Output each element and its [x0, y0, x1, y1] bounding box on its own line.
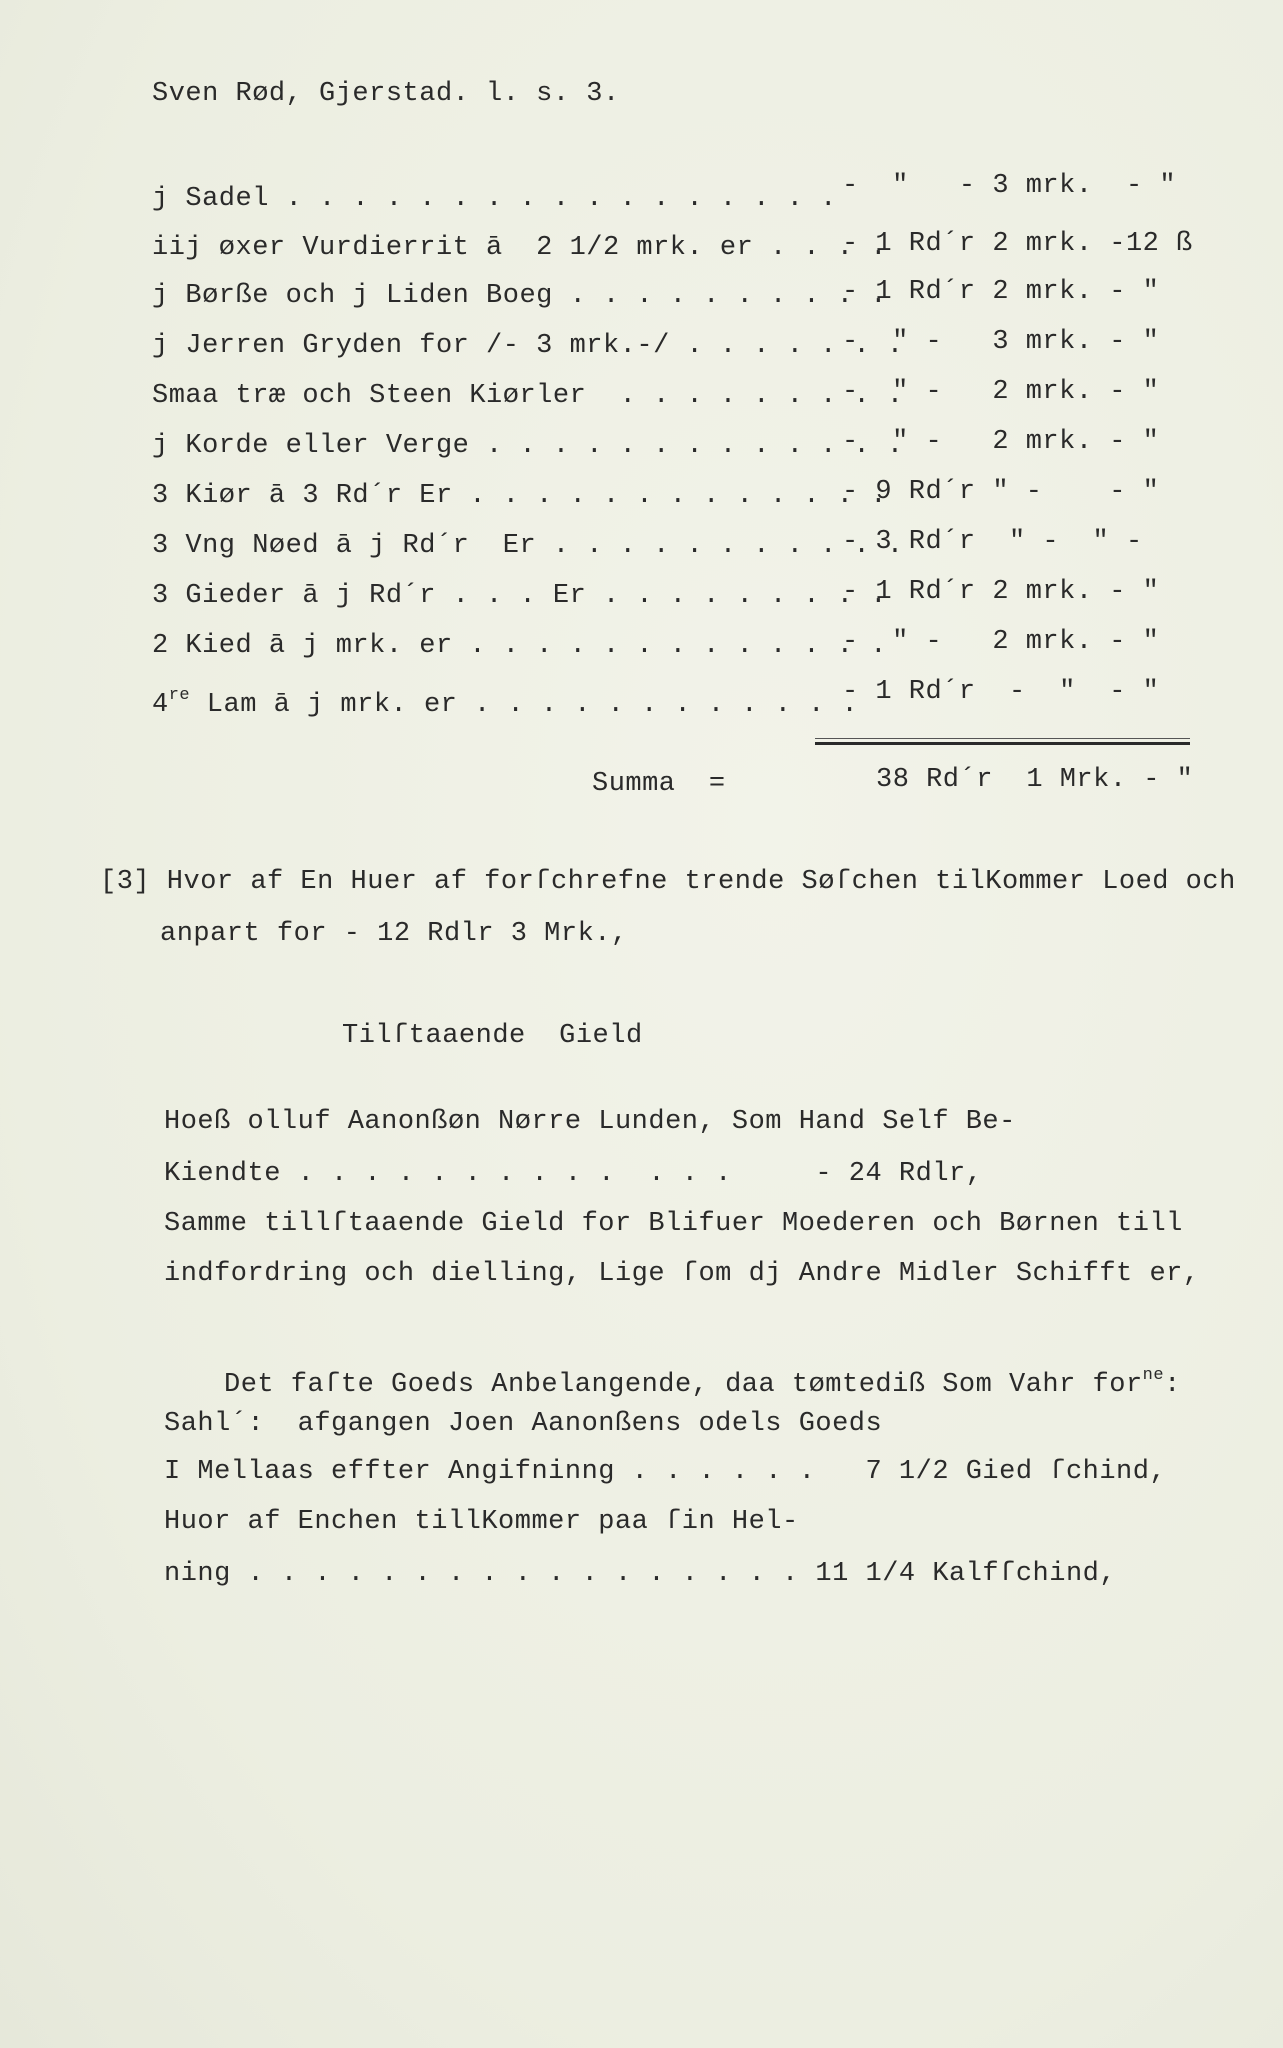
item-value: - " - 3 mrk. - ": [842, 327, 1160, 357]
item-desc: 3 Vng Nøed ā j Rd´r Er . . . . . . . . . . .: [152, 531, 904, 561]
item-desc-pre: 4: [152, 690, 169, 720]
item-value: - " - 2 mrk. - ": [842, 627, 1160, 657]
item-desc: 2 Kied ā j mrk. er . . . . . . . . . . . . .: [152, 631, 887, 661]
item-value: - 1 Rd´r - " - ": [842, 677, 1160, 707]
debt-line: Kiendte . . . . . . . . . . . . . - 24 Rdlr,: [164, 1159, 983, 1189]
item-desc: 3 Gieder ā j Rd´r . . . Er . . . . . . . . .: [152, 581, 887, 611]
section-heading: Tilſtaaende Gield: [342, 1021, 643, 1051]
item-value: - " - 2 mrk. - ": [842, 427, 1160, 457]
debt-line: Samme tillſtaaende Gield for Blifuer Moederen och Børnen till: [164, 1209, 1183, 1239]
item-value: - 1 Rd´r 2 mrk. - ": [842, 577, 1160, 607]
estate-line-end: :: [1164, 1370, 1181, 1400]
item-value: - " - 3 mrk. - ": [842, 171, 1177, 201]
total-rule: [815, 742, 1190, 745]
estate-line-sup: ne: [1142, 1366, 1165, 1385]
paragraph-line: [3] Hvor af En Huer af forſchrefne trende Søſchen tilKommer Loed och: [100, 867, 1236, 897]
paragraph-line: anpart for - 12 Rdlr 3 Mrk.,: [160, 919, 628, 949]
item-desc: j Børße och j Liden Boeg . . . . . . . . . .: [152, 281, 887, 311]
estate-line: ning . . . . . . . . . . . . . . . . . 11 1/4 Kalfſchind,: [164, 1559, 1117, 1589]
summa-label: Summa =: [592, 769, 726, 799]
item-desc: j Sadel . . . . . . . . . . . . . . . . .: [152, 184, 837, 214]
total-rule-thin: [815, 738, 1190, 739]
debt-line: Hoeß olluf Aanonßøn Nørre Lunden, Som Hand Self Be-: [164, 1107, 1016, 1137]
debt-line: indfordring och dielling, Lige ſom dj Andre Midler Schifft er,: [164, 1259, 1200, 1289]
item-value: - 9 Rd´r " - - ": [842, 477, 1160, 507]
item-desc-sup: re: [168, 686, 191, 705]
item-desc: j Jerren Gryden for /- 3 mrk.-/ . . . . . . .: [152, 331, 904, 361]
item-value: - 1 Rd´r 2 mrk. -12 ß: [842, 229, 1193, 259]
item-desc: Smaa træ och Steen Kiørler . . . . . . . . .: [152, 381, 904, 411]
item-desc: j Korde eller Verge . . . . . . . . . . . . .: [152, 431, 904, 461]
item-value: - " - 2 mrk. - ": [842, 377, 1160, 407]
estate-line: Sahl´: afgangen Joen Aanonßens odels Goeds: [164, 1409, 883, 1439]
summa-value: 38 Rd´r 1 Mrk. - ": [876, 765, 1194, 795]
estate-line: I Mellaas effter Angifninng . . . . . . 7 1/2 Gied ſchind,: [164, 1457, 1167, 1487]
estate-line: [224, 1360, 1181, 1401]
item-desc: iij øxer Vurdierrit ā 2 1/2 mrk. er . . . .: [152, 233, 887, 263]
item-value: - 3 Rd´r " - " -: [842, 527, 1143, 557]
estate-line: Huor af Enchen tillKommer paa ſin Hel-: [164, 1507, 799, 1537]
item-desc: 3 Kiør ā 3 Rd´r Er . . . . . . . . . . . . .: [152, 481, 887, 511]
item-desc-lamb: [152, 680, 858, 721]
item-desc-text: Lam ā j mrk. er . . . . . . . . . . . .: [190, 690, 859, 720]
page-header: Sven Rød, Gjerstad. l. s. 3.: [152, 79, 620, 109]
item-value: - 1 Rd´r 2 mrk. - ": [842, 277, 1160, 307]
estate-line-text: Det faſte Goeds Anbelangende, daa tømtediß Som Vahr for: [224, 1370, 1143, 1400]
